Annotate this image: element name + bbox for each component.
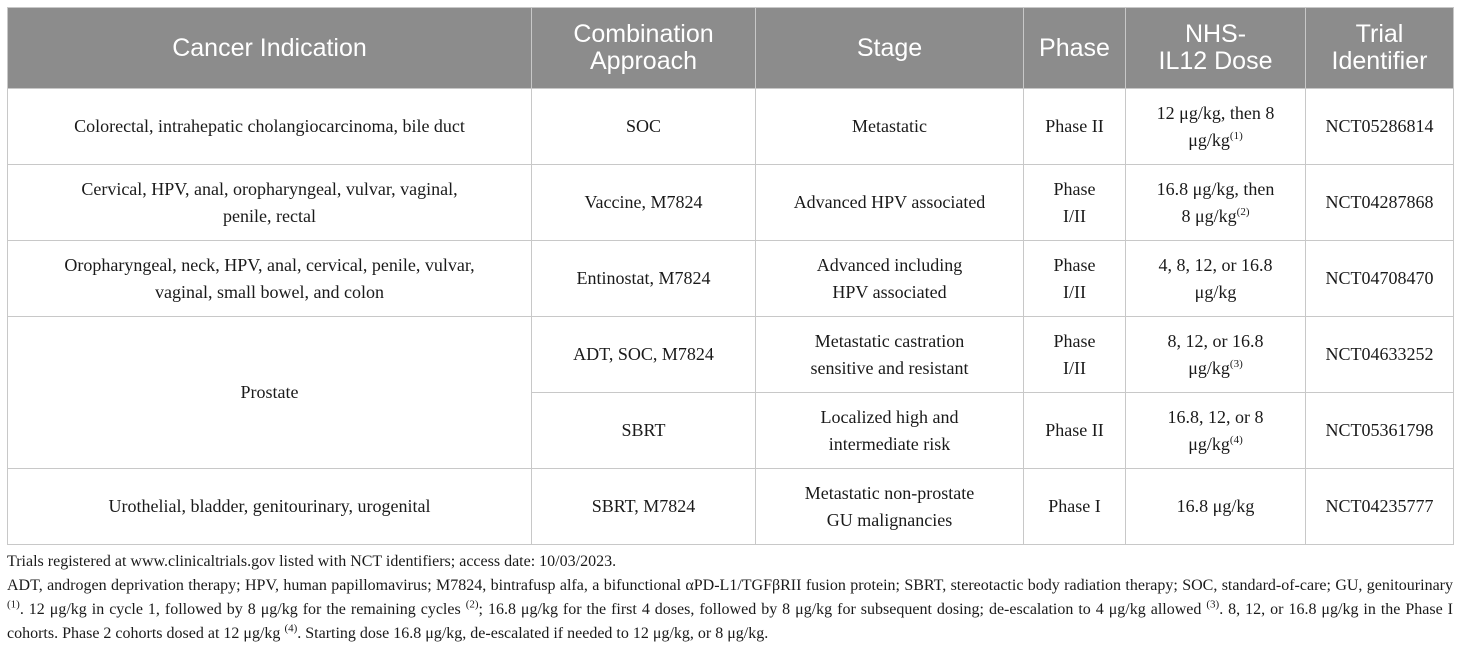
cell-phase: Phase I/II	[1024, 165, 1126, 241]
footnote-marker: (4)	[284, 622, 298, 635]
cell-trial-identifier: NCT05361798	[1306, 393, 1454, 469]
clinical-trials-table	[7, 7, 1454, 545]
cell-combination-approach: ADT, SOC, M7824	[532, 317, 756, 393]
table-row	[8, 317, 1454, 393]
header-stage: Stage	[756, 8, 1024, 89]
cell-cancer-indication: Colorectal, intrahepatic cholangiocarcinoma, bile duct	[8, 89, 532, 165]
cell-combination-approach: SBRT	[532, 393, 756, 469]
cell-phase: Phase II	[1024, 89, 1126, 165]
cell-dose: 8, 12, or 16.8 $\mu g/kg^{(3)}$	[1126, 317, 1306, 393]
cell-cancer-indication: Prostate	[8, 317, 532, 469]
cell-stage: Localized high and intermediate risk	[756, 393, 1024, 469]
clinical-trials-table-container	[7, 7, 1453, 545]
table-row	[8, 165, 1454, 241]
cell-dose: 16.8, 12, or 8 $\mu g/kg^{(4)}$	[1126, 393, 1306, 469]
cell-dose: 16.8 μg/kg	[1126, 469, 1306, 545]
footnote-marker: (1)	[7, 598, 20, 611]
cell-phase: Phase I/II	[1024, 317, 1126, 393]
table-header-row	[8, 8, 1454, 89]
cell-combination-approach: Entinostat, M7824	[532, 241, 756, 317]
table-row	[8, 241, 1454, 317]
cell-phase: Phase I/II	[1024, 241, 1126, 317]
footnote-marker: (2)	[465, 598, 479, 611]
header-phase: Phase	[1024, 8, 1126, 89]
header-combination-approach: Combination Approach	[532, 8, 756, 89]
cell-trial-identifier: NCT04235777	[1306, 469, 1454, 545]
footnote-ref: (2)	[1236, 205, 1250, 218]
cell-stage: Metastatic castration sensitive and resistant	[756, 317, 1024, 393]
cell-combination-approach: SOC	[532, 89, 756, 165]
cell-dose: 12 μg/kg, then 8 $\mu g/kg^{(1)}$	[1126, 89, 1306, 165]
cell-stage: Advanced HPV associated	[756, 165, 1024, 241]
footnote-marker: (3)	[1206, 598, 1220, 611]
cell-cancer-indication: Urothelial, bladder, genitourinary, urogenital	[8, 469, 532, 545]
cell-dose: 16.8 μg/kg, then 8 $\mu g/kg^{(2)}$	[1126, 165, 1306, 241]
header-trial-identifier: Trial Identifier	[1306, 8, 1454, 89]
cell-cancer-indication: Cervical, HPV, anal, oropharyngeal, vulvar, vaginal, penile, rectal	[8, 165, 532, 241]
cell-combination-approach: Vaccine, M7824	[532, 165, 756, 241]
footnote-ref: (4)	[1229, 433, 1243, 446]
table-row	[8, 469, 1454, 545]
table-row	[8, 89, 1454, 165]
cell-trial-identifier: NCT04708470	[1306, 241, 1454, 317]
footnote-ref: (3)	[1229, 357, 1243, 370]
cell-stage: Advanced including HPV associated	[756, 241, 1024, 317]
cell-dose: 4, 8, 12, or 16.8 μg/kg	[1126, 241, 1306, 317]
cell-phase: Phase II	[1024, 393, 1126, 469]
cell-stage: Metastatic non-prostate GU malignancies	[756, 469, 1024, 545]
footnote-ref: (1)	[1229, 129, 1243, 142]
cell-phase: Phase I	[1024, 469, 1126, 545]
cell-cancer-indication: Oropharyngeal, neck, HPV, anal, cervical, penile, vulvar, vaginal, small bowel, and colon	[8, 241, 532, 317]
cell-stage: Metastatic	[756, 89, 1024, 165]
cell-trial-identifier: NCT05286814	[1306, 89, 1454, 165]
cell-trial-identifier: NCT04287868	[1306, 165, 1454, 241]
header-nhs-il12-dose: NHS- IL12 Dose	[1126, 8, 1306, 89]
footnote-abbreviations: ADT, androgen deprivation therapy; HPV, human papillomavirus; M7824, bintrafusp alfa, a bifunctional αPD-L1/TGFβRII fusion protein; SBRT, stereotactic body radiation therapy; SOC, standard-of-care; GU, genitourinary $^{(1)}$. 12 μg/kg in cycle 1, followed by 8 μg/kg for the remaining cycles $^{(2)}$; 16.8 μg/kg for the first 4 doses, followed by 8 μg/kg for subsequent dosing; de-escalation to 4 μg/kg allowed $^{(3)}$. 8, 12, or 16.8 μg/kg in the Phase I cohorts. Phase 2 cohorts dosed at 12 μg/kg $^{(4)}$. Starting dose 16.8 μg/kg, de-escalated if needed to 12 μg/kg, or 8 μg/kg.	[7, 577, 1454, 642]
cell-trial-identifier: NCT04633252	[1306, 317, 1454, 393]
footnote-registration: Trials registered at www.clinicaltrials.gov listed with NCT identifiers; access date: 10/03/2023.	[7, 553, 617, 570]
table-footnotes	[7, 550, 1453, 646]
header-cancer-indication: Cancer Indication	[8, 8, 532, 89]
cell-combination-approach: SBRT, M7824	[532, 469, 756, 545]
